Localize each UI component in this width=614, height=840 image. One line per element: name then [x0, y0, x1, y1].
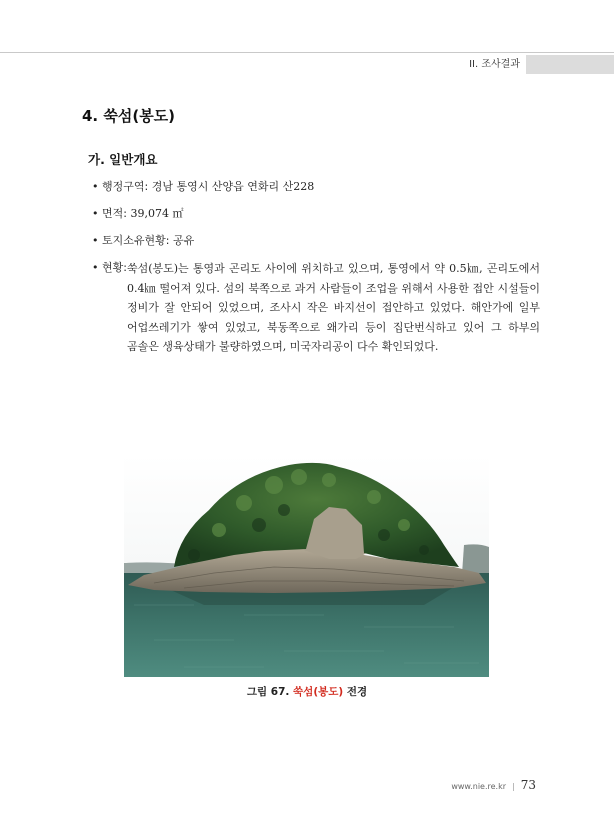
island-photo — [124, 455, 489, 677]
status-key: • 현황: — [102, 261, 127, 274]
page-footer — [451, 778, 536, 792]
running-header — [430, 55, 614, 74]
area-value: 39,074 ㎡ — [126, 207, 184, 220]
list-item-admin-district — [92, 178, 540, 196]
subsection-title: 가. 일반개요 — [88, 152, 158, 167]
caption-prefix: 그림 67. — [246, 686, 294, 698]
page-number: 73 — [520, 778, 536, 792]
header-tab-box — [526, 55, 614, 74]
figure-caption — [0, 684, 614, 699]
admin-district-value: 경남 통영시 산양읍 연화리 산228 — [148, 180, 315, 193]
status-description: 쑥섬(봉도)는 통영과 곤리도 사이에 위치하고 있으며, 통영에서 약 0.5㎞, 곤리도에서 0.4㎞ 떨어져 있다. 섬의 북쪽으로 과거 사람들이 조업을 위해서 사용한 접안 시설들이 정비가 잘 안되어 있었으며, 조사시 작은 바지선이 접안하고 있었다. 해안가에 일부 어업쓰레기가 쌓여 있었고, 북동쪽으로 왜가리 등이 집단번식하고 있어 그 하부의 곰솔은 생육상태가 불량하였으며, 미국자리공이 다수 확인되었다. — [126, 262, 540, 353]
status-row — [102, 259, 540, 357]
area-key: 면적: — [102, 207, 127, 220]
chapter-label: II. 조사결과 — [469, 59, 520, 70]
footer-separator: | — [512, 782, 515, 791]
list-item-area — [92, 205, 540, 223]
header-rule — [0, 52, 614, 53]
admin-district-key: 행정구역: — [102, 180, 149, 193]
distant-hill-right — [462, 544, 489, 574]
footer-url: www.nie.re.kr — [451, 782, 507, 791]
caption-highlight: 쑥섬(봉도) — [293, 686, 344, 698]
ownership-value: 공유 — [169, 234, 195, 247]
list-item-status — [92, 259, 540, 357]
ownership-key: 토지소유현황: — [102, 234, 170, 247]
section-title: 4. 쑥섬(봉도) — [82, 107, 176, 125]
caption-suffix: 전경 — [343, 686, 368, 698]
list-item-ownership — [92, 232, 540, 250]
overview-list — [92, 178, 540, 366]
